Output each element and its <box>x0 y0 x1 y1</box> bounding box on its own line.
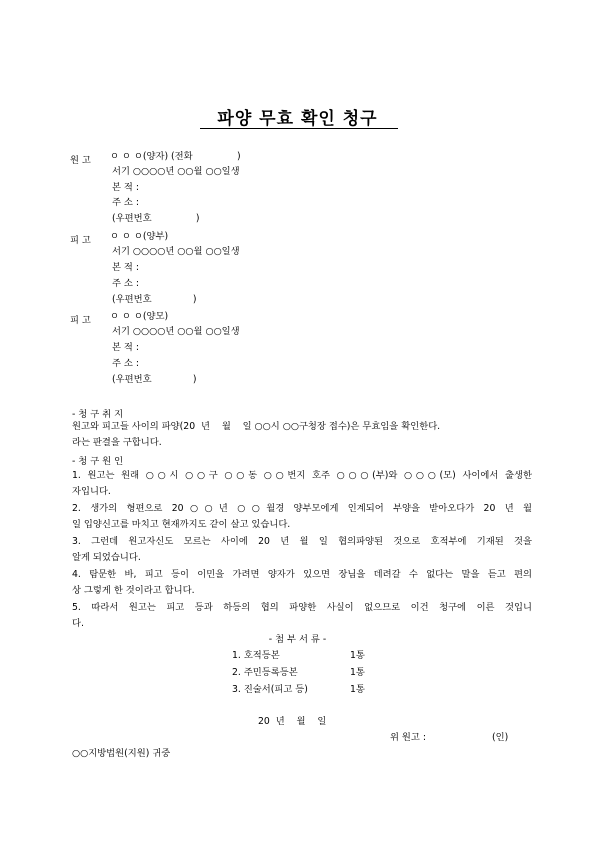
attachment-count: 1통 <box>350 667 365 678</box>
attachment-count: 1통 <box>350 650 365 661</box>
cause-item-line: 2. 생가의 형편으로 20○○년 ○○월경 양부모에게 인계되어 부양을 받아오다가 20 년 월 <box>72 503 532 514</box>
claim-line: 라는 판결을 구합니다. <box>72 437 162 448</box>
party-role: 원 고 <box>70 155 91 166</box>
party-role: 피 고 <box>70 235 91 246</box>
cause-item-line: 4. 탐문한 바, 피고 등이 이민을 가려면 양자가 있으면 장님을 데려갈 수 없다는 말을 듣고 편의 <box>72 569 532 580</box>
cause-item-line: 알게 되었습니다. <box>72 552 141 563</box>
party-address: 주 소 : <box>112 358 140 369</box>
cause-item-line: 상 그렇게 한 것이라고 합니다. <box>72 585 195 596</box>
party-name: ㅇ ㅇ ㅇ(양자) (전화 ) <box>110 151 241 162</box>
title-underline <box>200 128 398 129</box>
cause-item-line: 다. <box>72 618 84 629</box>
document-date: 20 년 월 일 <box>258 716 327 727</box>
party-postal: (우편번호 ) <box>112 374 197 385</box>
party-postal: (우편번호 ) <box>112 294 197 305</box>
cause-heading: - 청 구 원 인 <box>72 456 124 467</box>
party-address: 주 소 : <box>112 278 140 289</box>
party-domicile: 본 적 : <box>112 182 140 193</box>
cause-item-line: 3. 그런데 원고자신도 모르는 사이에 20 년 월 일 협의파양된 것으로 호적부에 기재된 것을 <box>72 536 532 547</box>
cause-item-line: 5. 따라서 원고는 피고 등과 하등의 협의 파양한 사실이 없으므로 이건 청구에 이른 것입니 <box>72 602 532 613</box>
party-postal: (우편번호 ) <box>112 213 200 224</box>
party-domicile: 본 적 : <box>112 262 140 273</box>
document-title: 파양 무효 확인 청구 <box>217 109 378 129</box>
claim-heading: - 청 구 취 지 <box>72 409 124 420</box>
party-role: 피 고 <box>70 315 91 326</box>
attachment-name: 3. 진술서(피고 등) <box>232 684 308 695</box>
signature-label: 위 원고 : <box>390 732 426 743</box>
party-birth: 서기 ○○○○년 ○○월 ○○일생 <box>112 166 240 177</box>
attachment-count: 1통 <box>350 684 365 695</box>
party-birth: 서기 ○○○○년 ○○월 ○○일생 <box>112 246 240 257</box>
cause-item-line: 1. 원고는 원래 ○○시 ○○구 ○○동 ○○번지 호주 ○○○(부)와 ○○○(모) 사이에서 출생한 <box>72 470 532 481</box>
claim-line: 원고와 피고들 사이의 파양(20 년 월 일 ○○시 ○○구청장 접수)은 무효임을 확인한다. <box>72 421 441 432</box>
party-name: ㅇ ㅇ ㅇ(양부) <box>110 231 169 242</box>
party-birth: 서기 ○○○○년 ○○월 ○○일생 <box>112 326 240 337</box>
party-domicile: 본 적 : <box>112 342 140 353</box>
party-name: ㅇ ㅇ ㅇ(양모) <box>110 311 169 322</box>
court-addressee: ○○지방법원(지원) 귀중 <box>72 748 171 759</box>
attachment-name: 2. 주민등록등본 <box>232 667 298 678</box>
attachment-name: 1. 호적등본 <box>232 650 280 661</box>
cause-item-line: 일 입양신고를 마치고 현재까지도 같이 살고 있습니다. <box>72 519 291 530</box>
attachments-heading: - 첨 부 서 류 - <box>268 634 327 645</box>
seal-mark: (인) <box>492 732 509 743</box>
party-address: 주 소 : <box>112 197 140 208</box>
cause-item-line: 자입니다. <box>72 486 111 497</box>
